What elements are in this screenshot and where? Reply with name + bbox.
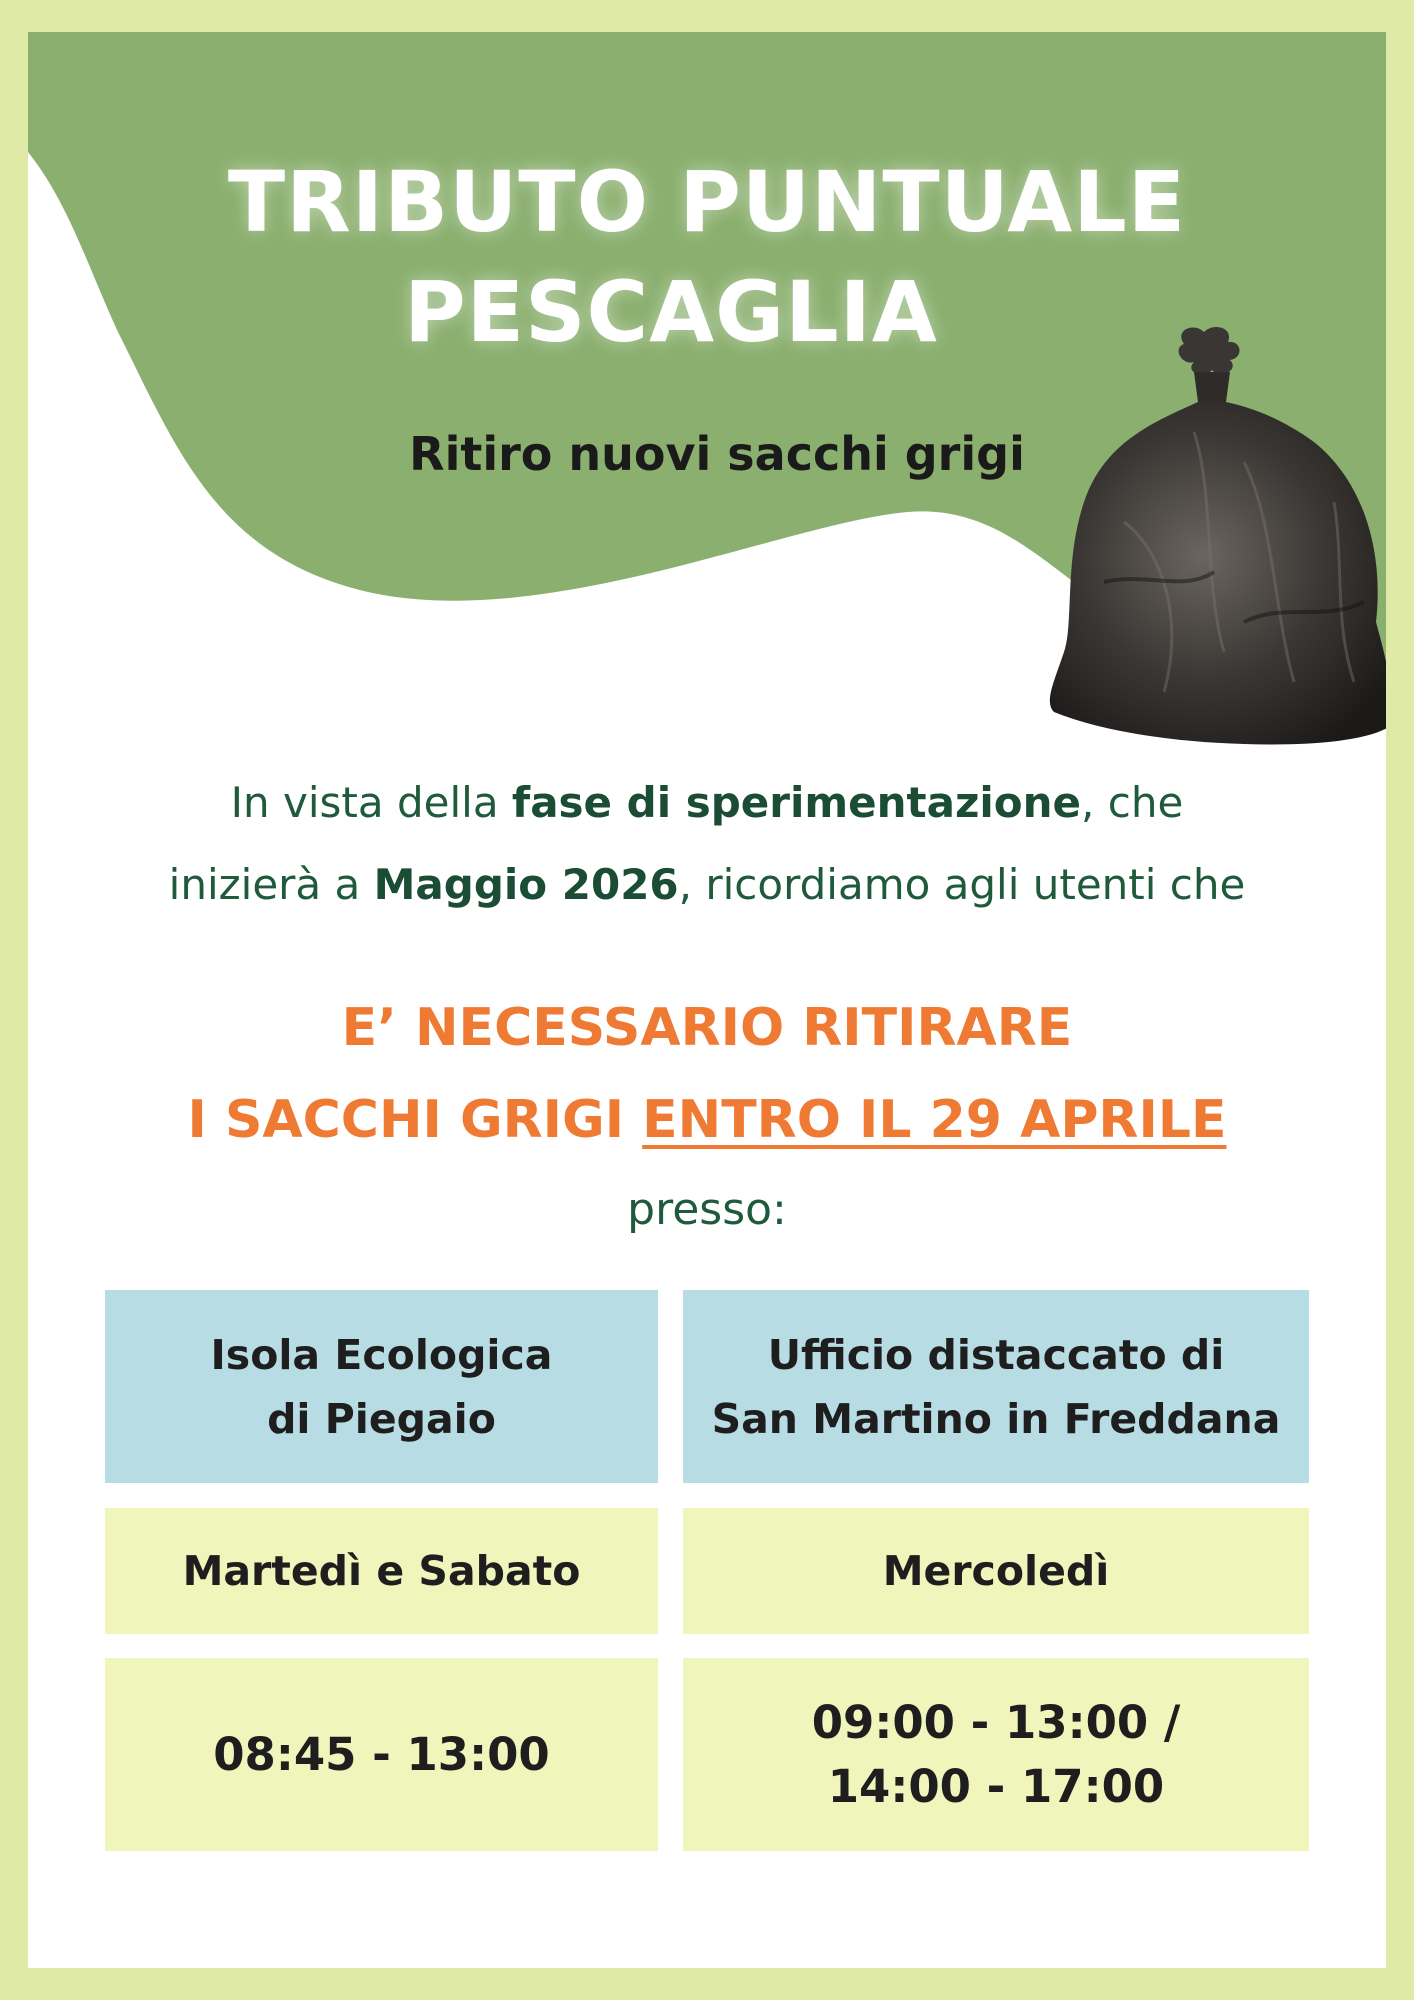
- intro-l2-c: , ricordiamo agli utenti che: [678, 860, 1246, 909]
- notice-l2-a: I SACCHI GRIGI: [187, 1090, 643, 1150]
- notice-line-1: E’ NECESSARIO RITIRARE: [341, 998, 1073, 1058]
- days-2-text: Mercoledì: [882, 1547, 1110, 1595]
- garbage-bag-icon: [1044, 322, 1386, 752]
- title-line-1: TRIBUTO PUNTUALE: [227, 153, 1187, 251]
- intro-l1-a: In vista della: [230, 778, 512, 827]
- days-piegaio: [105, 1508, 658, 1634]
- presso-text: presso:: [627, 1184, 787, 1235]
- days-san-martino: [683, 1508, 1309, 1634]
- hours-2-line-1: 09:00 - 13:00 /: [811, 1695, 1181, 1749]
- location-2-line-2: San Martino in Freddana: [711, 1394, 1281, 1443]
- notice-line-2: [28, 1090, 1386, 1150]
- deadline-text: ENTRO IL 29 APRILE: [642, 1090, 1227, 1150]
- intro-l1-bold: fase di sperimentazione: [511, 778, 1082, 827]
- days-1-text: Martedì e Sabato: [182, 1547, 581, 1595]
- poster: [28, 32, 1386, 1968]
- location-header-piegaio: [105, 1290, 658, 1483]
- intro-text: [28, 762, 1386, 926]
- intro-line-1: [28, 762, 1386, 844]
- hours-2-line-2: 14:00 - 17:00: [827, 1759, 1165, 1813]
- hours-san-martino: [683, 1658, 1309, 1851]
- intro-l1-c: , che: [1081, 778, 1184, 827]
- location-1-line-2: di Piegaio: [267, 1394, 496, 1443]
- subtitle: Ritiro nuovi sacchi grigi: [409, 427, 1025, 481]
- hours-piegaio: [105, 1658, 658, 1851]
- intro-line-2: [28, 844, 1386, 926]
- intro-l2-bold: Maggio 2026: [373, 860, 679, 909]
- location-2-line-1: Ufficio distaccato di: [767, 1330, 1225, 1379]
- title-line-2: PESCAGLIA: [404, 263, 938, 361]
- location-1-line-1: Isola Ecologica: [210, 1330, 553, 1379]
- intro-l2-a: inizierà a: [168, 860, 374, 909]
- hours-1-line-1: 08:45 - 13:00: [213, 1727, 550, 1781]
- location-header-san-martino: [683, 1290, 1309, 1483]
